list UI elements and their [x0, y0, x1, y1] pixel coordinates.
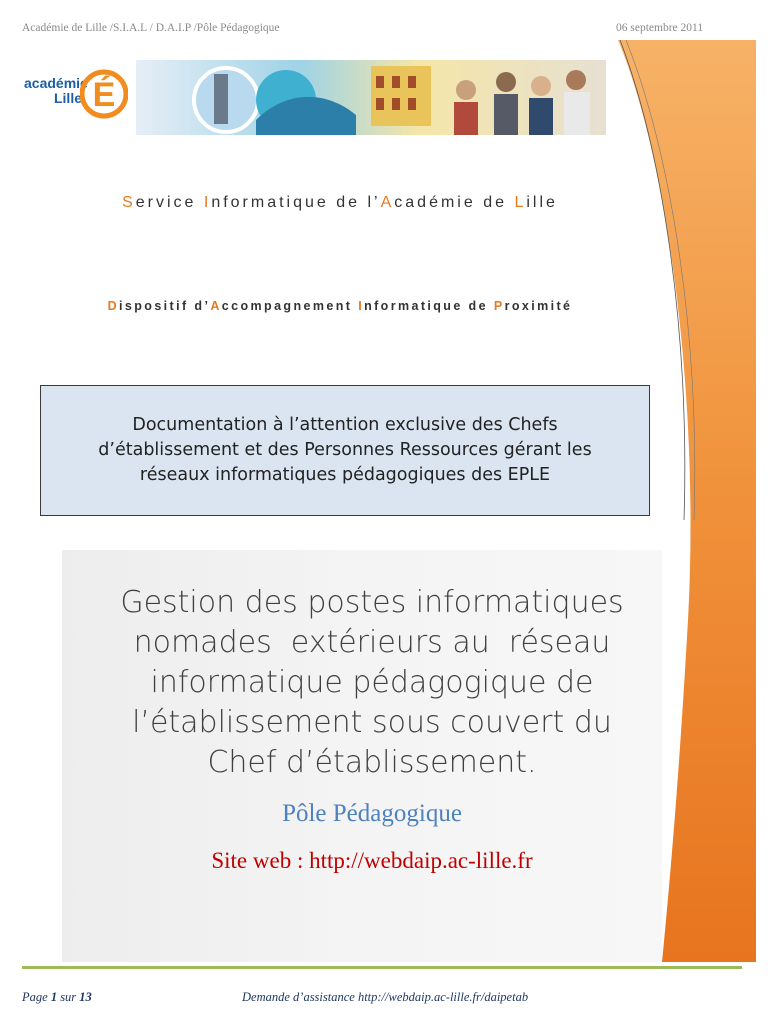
footer-divider: [22, 966, 742, 969]
page-number: 1: [50, 990, 58, 1004]
header-date: 06 septembre 2011: [616, 22, 704, 34]
daip-segment-4: I: [358, 299, 365, 313]
sial-segment-7: ille: [526, 194, 558, 211]
academie-lille-logo: [22, 64, 134, 130]
logo-e-emblem: [80, 64, 128, 120]
title-line-5: Chef d’établissement.: [207, 745, 537, 780]
sial-segment-0: S: [122, 194, 136, 211]
documentation-notice-box: [40, 385, 650, 516]
sial-segment-5: cadémie de: [394, 194, 515, 211]
logo-text-line2: Lille: [53, 90, 82, 106]
daip-segment-7: roximité: [504, 299, 573, 313]
page-label: Page: [22, 990, 48, 1004]
sial-segment-2: I: [203, 194, 212, 211]
daip-segment-3: ccompagnement: [221, 299, 359, 313]
daip-segment-6: P: [493, 299, 505, 313]
pole-pedagogique-label: Pôle Pédagogique: [282, 800, 462, 827]
logo-letter: É: [92, 76, 116, 114]
sial-segment-6: L: [514, 194, 527, 211]
sial-segment-3: nformatique de l’: [211, 194, 381, 211]
sial-segment-4: A: [380, 194, 395, 211]
header-breadcrumb: Académie de Lille /S.I.A.L / D.A.I.P /Pôle Pédagogique: [22, 22, 280, 34]
documentation-line-3: réseaux informatiques pédagogiques des EPLE: [139, 465, 551, 485]
title-line-1: Gestion des postes informatiques: [120, 585, 624, 620]
footer-assistance-link[interactable]: Demande d’assistance http://webdaip.ac-lille.fr/daipetab: [242, 990, 529, 1004]
website-link[interactable]: Site web : http://webdaip.ac-lille.fr: [211, 848, 533, 873]
daip-segment-0: D: [107, 299, 120, 313]
documentation-line-2: d’établissement et des Personnes Ressources gérant les: [98, 440, 592, 460]
sial-segment-1: ervice: [135, 194, 204, 211]
title-line-4: l’établissement sous couvert du: [132, 705, 612, 740]
footer-page-counter: [22, 990, 92, 1005]
service-informatique-heading: [0, 194, 680, 212]
daip-segment-5: nformatique de: [364, 299, 494, 313]
dispositif-heading: [0, 299, 680, 313]
title-line-2: nomades extérieurs au réseau: [133, 625, 611, 660]
daip-segment-2: A: [210, 299, 222, 313]
title-line-3: informatique pédagogique de: [150, 665, 594, 700]
page-total: 13: [79, 990, 92, 1004]
daip-segment-1: ispositif d’: [119, 299, 211, 313]
documentation-line-1: Documentation à l’attention exclusive des Chefs: [132, 415, 558, 435]
logo-text-line1: académie: [24, 75, 88, 91]
header-banner-collage: [136, 60, 606, 135]
page-of-label: sur: [60, 990, 77, 1004]
document-title: [62, 583, 682, 783]
